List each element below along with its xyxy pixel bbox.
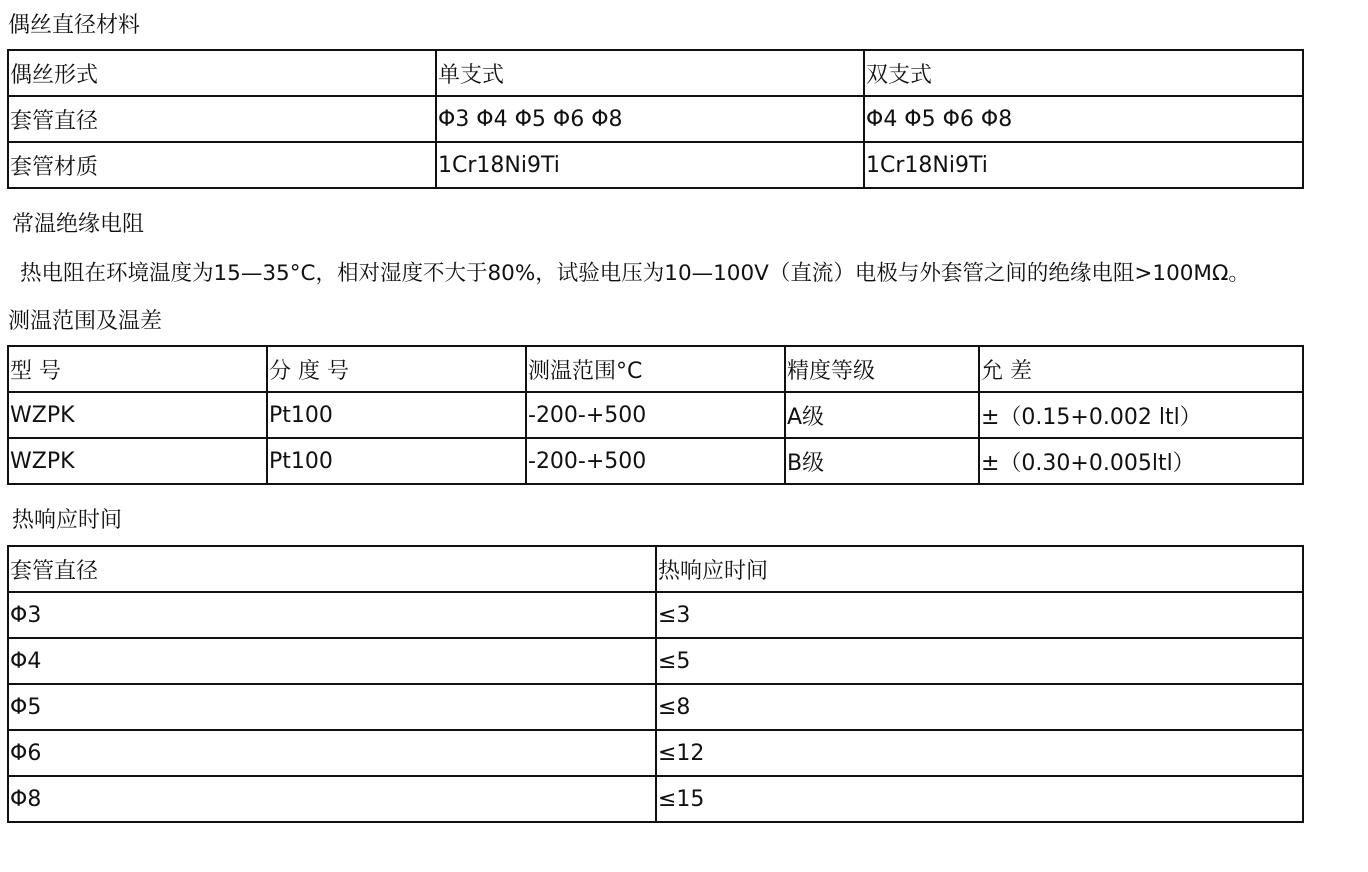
table-cell: 型 号 [8, 346, 267, 392]
table-cell: -200-+500 [526, 438, 785, 484]
table-row [8, 684, 1303, 730]
table-cell: 热响应时间 [656, 546, 1303, 592]
table-cell: A级 [785, 392, 979, 438]
table-cell: 偶丝形式 [8, 50, 436, 96]
table-row [8, 392, 1303, 438]
table-cell: -200-+500 [526, 392, 785, 438]
table-cell: 单支式 [436, 50, 864, 96]
response-time-table [7, 545, 1304, 823]
temperature-range-table [7, 345, 1304, 485]
table-row [8, 592, 1303, 638]
table-row [8, 438, 1303, 484]
table-cell: B级 [785, 438, 979, 484]
table-row [8, 638, 1303, 684]
table-row [8, 776, 1303, 822]
table-row [8, 142, 1303, 188]
table-cell: 套管材质 [8, 142, 436, 188]
table-cell: 套管直径 [8, 96, 436, 142]
table-cell: 双支式 [864, 50, 1303, 96]
section-heading-wire-material: 偶丝直径材料 [8, 13, 141, 38]
table-row [8, 546, 1303, 592]
table-cell: Pt100 [267, 438, 526, 484]
table-cell: 1Cr18Ni9Ti [864, 142, 1303, 188]
table-cell: Φ4 [8, 638, 656, 684]
table-cell: 分 度 号 [267, 346, 526, 392]
table-cell: 套管直径 [8, 546, 656, 592]
table-cell: 1Cr18Ni9Ti [436, 142, 864, 188]
table-cell: Φ8 [8, 776, 656, 822]
table-row [8, 50, 1303, 96]
section-heading-insulation: 常温绝缘电阻 [12, 212, 145, 237]
table-cell: ≤15 [656, 776, 1303, 822]
section-heading-temperature-range: 测温范围及温差 [8, 309, 163, 334]
table-cell: Φ3 [8, 592, 656, 638]
table-cell: WZPK [8, 438, 267, 484]
section-heading-response-time: 热响应时间 [12, 508, 123, 533]
table-cell: ≤12 [656, 730, 1303, 776]
table-cell: ≤8 [656, 684, 1303, 730]
table-row [8, 346, 1303, 392]
table-cell: ≤5 [656, 638, 1303, 684]
table-cell: Pt100 [267, 392, 526, 438]
table-cell: Φ6 [8, 730, 656, 776]
table-cell: ≤3 [656, 592, 1303, 638]
wire-material-table [7, 49, 1304, 189]
table-row [8, 96, 1303, 142]
table-cell: 测温范围°C [526, 346, 785, 392]
table-cell: Φ3 Φ4 Φ5 Φ6 Φ8 [436, 96, 864, 142]
table-cell: ±（0.30+0.005ltl） [979, 438, 1303, 484]
table-row [8, 730, 1303, 776]
table-cell: 允 差 [979, 346, 1303, 392]
insulation-paragraph: 热电阻在环境温度为15—35°C，相对湿度不大于80%，试验电压为10—100V（直流）电极与外套管之间的绝缘电阻>100MΩ。 [20, 261, 1250, 286]
table-cell: ±（0.15+0.002 ltl） [979, 392, 1303, 438]
table-cell: WZPK [8, 392, 267, 438]
table-cell: Φ4 Φ5 Φ6 Φ8 [864, 96, 1303, 142]
table-cell: Φ5 [8, 684, 656, 730]
table-cell: 精度等级 [785, 346, 979, 392]
